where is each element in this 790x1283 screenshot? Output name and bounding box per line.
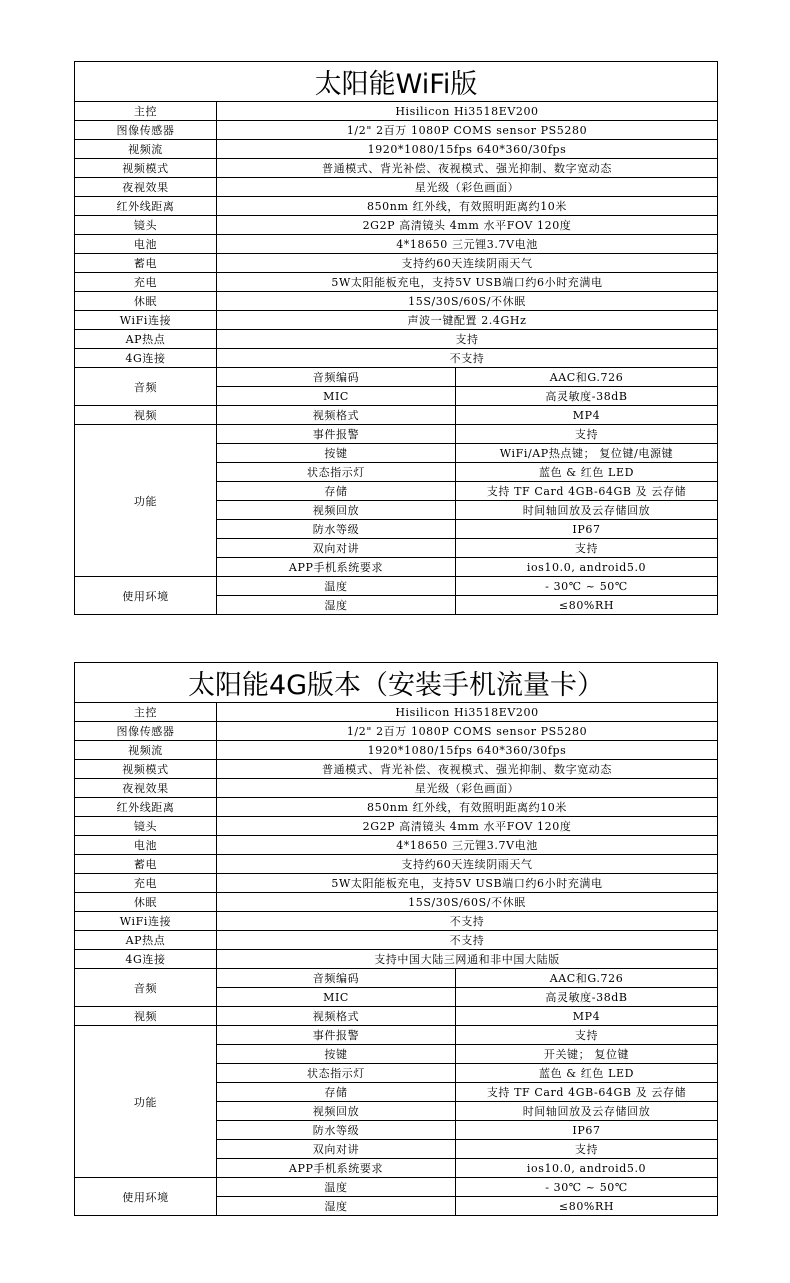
- table-row: [75, 893, 718, 912]
- spec-value: 2G2P 高清镜头 4mm 水平FOV 120度: [217, 216, 718, 235]
- table-row: [75, 1026, 718, 1045]
- spec-label: 蓄电: [75, 855, 217, 874]
- table-row: [75, 722, 718, 741]
- spec-label: 图像传感器: [75, 121, 217, 140]
- spec-subvalue: 高灵敏度-38dB: [456, 387, 718, 406]
- table-row: [75, 779, 718, 798]
- spec-subvalue: 支持: [456, 425, 718, 444]
- spec-subname: 视频回放: [217, 1102, 456, 1121]
- table-row: [75, 235, 718, 254]
- audio-category: 音频: [75, 368, 217, 406]
- spec-value: 星光级（彩色画面）: [217, 178, 718, 197]
- spec-subvalue: 时间轴回放及云存储回放: [456, 501, 718, 520]
- table-row: [75, 349, 718, 368]
- table-row: [75, 216, 718, 235]
- spec-value: 1920*1080/15fps 640*360/30fps: [217, 140, 718, 159]
- spec-subvalue: MP4: [456, 406, 718, 425]
- spec-subname: 双向对讲: [217, 539, 456, 558]
- table-row: [75, 121, 718, 140]
- spec-label: 休眠: [75, 292, 217, 311]
- spec-subvalue: 时间轴回放及云存储回放: [456, 1102, 718, 1121]
- table-title: 太阳能4G版本（安装手机流量卡）: [75, 663, 718, 703]
- table-row: [75, 874, 718, 893]
- table-row: [75, 197, 718, 216]
- audio-category: 音频: [75, 969, 217, 1007]
- spec-subvalue: ≤80%RH: [456, 1197, 718, 1216]
- spec-subname: 事件报警: [217, 1026, 456, 1045]
- table-row: [75, 140, 718, 159]
- spec-subname: 防水等级: [217, 520, 456, 539]
- spec-subvalue: IP67: [456, 1121, 718, 1140]
- spec-value: 普通模式、背光补偿、夜视模式、强光抑制、数字宽动态: [217, 760, 718, 779]
- spec-label: 夜视效果: [75, 779, 217, 798]
- spec-subvalue: 开关键； 复位键: [456, 1045, 718, 1064]
- table-row: [75, 760, 718, 779]
- spec-label: 蓄电: [75, 254, 217, 273]
- spec-label: 主控: [75, 102, 217, 121]
- spec-value: 支持中国大陆三网通和非中国大陆版: [217, 950, 718, 969]
- spec-value: 不支持: [217, 912, 718, 931]
- spec-value: 不支持: [217, 931, 718, 950]
- spec-subvalue: ios10.0, android5.0: [456, 558, 718, 577]
- spec-subvalue: 蓝色 & 红色 LED: [456, 463, 718, 482]
- table-row: [75, 311, 718, 330]
- table-row: [75, 292, 718, 311]
- spec-value: 850nm 红外线，有效照明距离约10米: [217, 798, 718, 817]
- spec-label: AP热点: [75, 931, 217, 950]
- table-row: [75, 368, 718, 387]
- table-row: [75, 425, 718, 444]
- spec-value: 15S/30S/60S/不休眠: [217, 893, 718, 912]
- spec-subname: 湿度: [217, 596, 456, 615]
- table-row: [75, 273, 718, 292]
- spec-subname: 存储: [217, 482, 456, 501]
- function-category: 功能: [75, 1026, 217, 1178]
- spec-value: 4*18650 三元锂3.7V电池: [217, 836, 718, 855]
- table-row: [75, 159, 718, 178]
- spec-value: 星光级（彩色画面）: [217, 779, 718, 798]
- spec-label: 图像传感器: [75, 722, 217, 741]
- spec-subname: 状态指示灯: [217, 463, 456, 482]
- video-category: 视频: [75, 1007, 217, 1026]
- table-row: [75, 836, 718, 855]
- table-row: [75, 254, 718, 273]
- spec-label: 电池: [75, 836, 217, 855]
- spec-label: AP热点: [75, 330, 217, 349]
- spec-value: 支持约60天连续阴雨天气: [217, 855, 718, 874]
- spec-value: 5W太阳能板充电，支持5V USB端口约6小时充满电: [217, 273, 718, 292]
- spec-subname: MIC: [217, 988, 456, 1007]
- table-row: [75, 703, 718, 722]
- table-row: [75, 931, 718, 950]
- spec-subvalue: - 30℃ ~ 50℃: [456, 1178, 718, 1197]
- spec-subname: 双向对讲: [217, 1140, 456, 1159]
- spec-label: 4G连接: [75, 950, 217, 969]
- spec-subname: 防水等级: [217, 1121, 456, 1140]
- spec-label: 视频模式: [75, 159, 217, 178]
- spec-label: 主控: [75, 703, 217, 722]
- spec-subvalue: 支持 TF Card 4GB-64GB 及 云存储: [456, 482, 718, 501]
- spec-subname: 音频编码: [217, 368, 456, 387]
- spec-value: 2G2P 高清镜头 4mm 水平FOV 120度: [217, 817, 718, 836]
- spec-subname: 视频回放: [217, 501, 456, 520]
- table-row: [75, 969, 718, 988]
- spec-value: 不支持: [217, 349, 718, 368]
- spec-table-4g: [74, 662, 718, 1216]
- spec-subvalue: MP4: [456, 1007, 718, 1026]
- table-row: [75, 912, 718, 931]
- spec-label: WiFi连接: [75, 912, 217, 931]
- spec-subvalue: AAC和G.726: [456, 969, 718, 988]
- spec-value: 声波一键配置 2.4GHz: [217, 311, 718, 330]
- spec-subvalue: WiFi/AP热点键； 复位键/电源键: [456, 444, 718, 463]
- spec-value: 850nm 红外线，有效照明距离约10米: [217, 197, 718, 216]
- spec-subname: 音频编码: [217, 969, 456, 988]
- spec-subname: 湿度: [217, 1197, 456, 1216]
- spec-subname: APP手机系统要求: [217, 1159, 456, 1178]
- spec-subvalue: AAC和G.726: [456, 368, 718, 387]
- spec-value: 支持约60天连续阴雨天气: [217, 254, 718, 273]
- table-row: [75, 1178, 718, 1197]
- spec-subname: 按键: [217, 1045, 456, 1064]
- spec-subname: 状态指示灯: [217, 1064, 456, 1083]
- spec-subvalue: 支持: [456, 1026, 718, 1045]
- spec-value: 普通模式、背光补偿、夜视模式、强光抑制、数字宽动态: [217, 159, 718, 178]
- spec-label: WiFi连接: [75, 311, 217, 330]
- spec-value: 支持: [217, 330, 718, 349]
- spec-subname: 温度: [217, 1178, 456, 1197]
- table-row: [75, 577, 718, 596]
- spec-label: 充电: [75, 273, 217, 292]
- function-category: 功能: [75, 425, 217, 577]
- spec-subvalue: 支持 TF Card 4GB-64GB 及 云存储: [456, 1083, 718, 1102]
- spec-subname: APP手机系统要求: [217, 558, 456, 577]
- spec-subname: 存储: [217, 1083, 456, 1102]
- spec-table-wifi: [74, 61, 718, 615]
- environment-category: 使用环境: [75, 577, 217, 615]
- spec-label: 夜视效果: [75, 178, 217, 197]
- spec-label: 镜头: [75, 817, 217, 836]
- spec-subname: 事件报警: [217, 425, 456, 444]
- spec-subvalue: 支持: [456, 539, 718, 558]
- table-row: [75, 855, 718, 874]
- table-row: [75, 406, 718, 425]
- table-title: 太阳能WiFi版: [75, 62, 718, 102]
- spec-value: 1920*1080/15fps 640*360/30fps: [217, 741, 718, 760]
- spec-subvalue: - 30℃ ~ 50℃: [456, 577, 718, 596]
- spec-subname: MIC: [217, 387, 456, 406]
- spec-label: 镜头: [75, 216, 217, 235]
- spec-label: 红外线距离: [75, 798, 217, 817]
- spec-subname: 温度: [217, 577, 456, 596]
- spec-subvalue: 高灵敏度-38dB: [456, 988, 718, 1007]
- environment-category: 使用环境: [75, 1178, 217, 1216]
- title-row: [75, 62, 718, 102]
- spec-label: 视频模式: [75, 760, 217, 779]
- table-row: [75, 741, 718, 760]
- table-row: [75, 102, 718, 121]
- spec-value: 1/2" 2百万 1080P COMS sensor PS5280: [217, 722, 718, 741]
- spec-subvalue: 蓝色 & 红色 LED: [456, 1064, 718, 1083]
- spec-label: 视频流: [75, 140, 217, 159]
- table-row: [75, 817, 718, 836]
- spec-subname: 视频格式: [217, 1007, 456, 1026]
- spec-label: 充电: [75, 874, 217, 893]
- table-row: [75, 178, 718, 197]
- spec-subvalue: ios10.0, android5.0: [456, 1159, 718, 1178]
- spec-label: 4G连接: [75, 349, 217, 368]
- spec-subvalue: 支持: [456, 1140, 718, 1159]
- table-row: [75, 1007, 718, 1026]
- spec-value: Hisilicon Hi3518EV200: [217, 703, 718, 722]
- spec-value: 5W太阳能板充电，支持5V USB端口约6小时充满电: [217, 874, 718, 893]
- spec-value: Hisilicon Hi3518EV200: [217, 102, 718, 121]
- spec-subname: 视频格式: [217, 406, 456, 425]
- table-row: [75, 950, 718, 969]
- spec-label: 视频流: [75, 741, 217, 760]
- spec-subvalue: IP67: [456, 520, 718, 539]
- spec-label: 休眠: [75, 893, 217, 912]
- video-category: 视频: [75, 406, 217, 425]
- spec-value: 4*18650 三元锂3.7V电池: [217, 235, 718, 254]
- spec-label: 电池: [75, 235, 217, 254]
- spec-label: 红外线距离: [75, 197, 217, 216]
- spec-subname: 按键: [217, 444, 456, 463]
- spec-subvalue: ≤80%RH: [456, 596, 718, 615]
- title-row: [75, 663, 718, 703]
- table-row: [75, 798, 718, 817]
- spec-value: 1/2" 2百万 1080P COMS sensor PS5280: [217, 121, 718, 140]
- table-row: [75, 330, 718, 349]
- spec-value: 15S/30S/60S/不休眠: [217, 292, 718, 311]
